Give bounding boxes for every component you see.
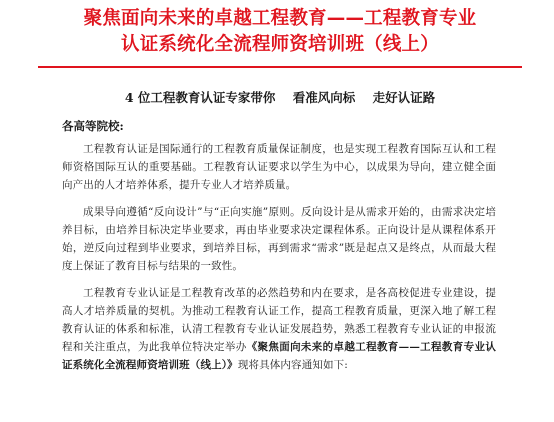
salutation: 各高等院校: — [62, 119, 124, 133]
title-line-1: 聚焦面向未来的卓越工程教育——工程教育专业 — [83, 8, 477, 29]
paragraph-2: 成果导向遵循“反向设计”与“正向实施”原则。反向设计是从需求开始的，由需求决定培养目标，由培养目标决定毕业要求，再由毕业要求决定课程体系。正向设计是从课程体系开始，逆反向过程到毕业要求，到培养目标，再到需求“需求”既是起点又是终点，从而最大程度上保证了教育目标与结果的一致性。 — [62, 206, 496, 272]
body-text — [62, 140, 496, 383]
title-divider — [38, 66, 522, 68]
title-line-2: 认证系统化全流程师资培训班（线上） — [121, 34, 439, 55]
paragraph-3 — [62, 284, 496, 374]
document-subtitle: 4 位工程教育认证专家带你 看准风向标 走好认证路 — [124, 90, 436, 105]
paragraph-1: 工程教育认证是国际通行的工程教育质量保证制度，也是实现工程教育国际互认和工程师资格国际互认的重要基础。工程教育认证要求以学生为中心，以成果为导向，建立健全面向产出的人才培养体系，提升专业人才培养质量。 — [62, 143, 496, 191]
paragraph-3-lead: 工程教育专业认证是工程教育改革的必然趋势和内在要求，是各高校促进专业建设，提高人才培养质量的契机。为推动工程教育认证工作，提高工程教育质量，更深入地了解工程教育认证的体系和标准，认清工程教育专业认证发展趋势，熟悉工程教育专业认证的申报流程和关注重点，为此我单位特决定举办 — [62, 287, 496, 353]
course-title-highlight: 《聚焦面向未来的卓越工程教育——工程教育专业认证系统化全流程师资培训班（线上）》 — [62, 341, 496, 371]
document-title — [30, 6, 530, 58]
paragraph-3-tail: 现将具体内容通知如下: — [237, 359, 348, 371]
